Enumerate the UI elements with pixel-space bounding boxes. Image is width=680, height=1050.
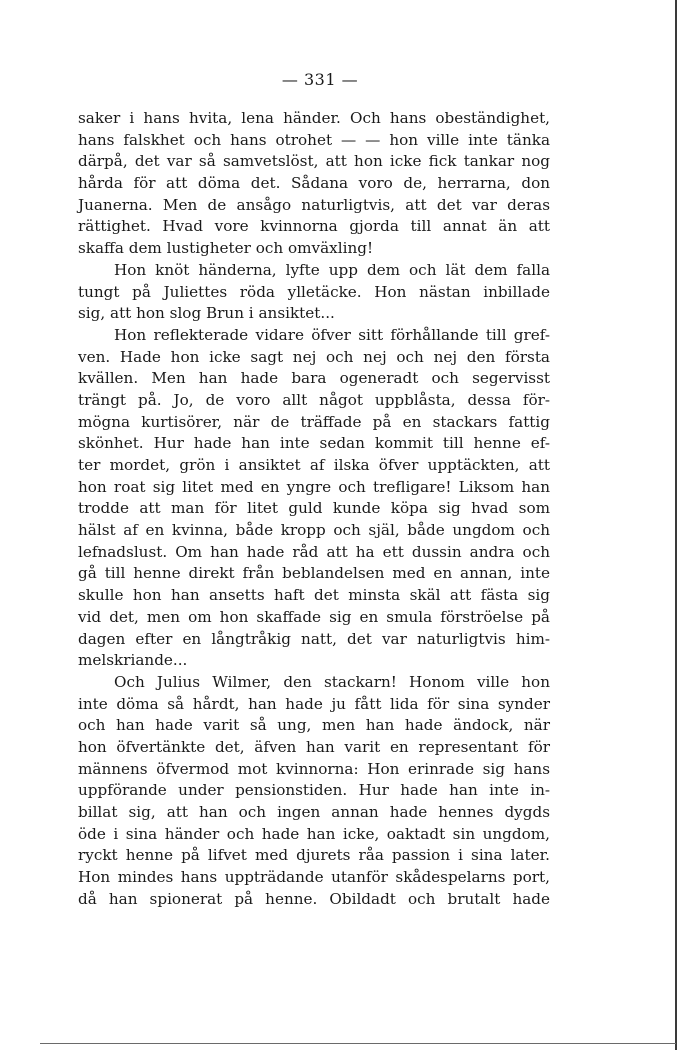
body-text: [78, 108, 550, 910]
text-line: lefnadslust. Om han hade råd att ha ett dussin andra och: [78, 542, 550, 561]
text-line: rättighet. Hvad vore kvinnorna gjorda till annat än att: [78, 217, 550, 236]
text-line: gå till henne direkt från beblandelsen med en annan, inte: [78, 564, 550, 583]
text-line: skulle hon han ansetts haft det minsta skäl att fästa sig: [78, 586, 550, 605]
text-line: Hon mindes hans uppträdande utanför skådespelarns port,: [78, 868, 550, 887]
text-line: sig, att hon slog Brun i ansiktet...: [78, 304, 335, 323]
text-line: öde i sina händer och hade han icke, oaktadt sin ungdom,: [78, 824, 550, 843]
text-line: och han hade varit så ung, men han hade ändock, när: [78, 716, 550, 735]
text-line: ter mordet, grön i ansiktet af ilska öfver upptäckten, att: [78, 456, 550, 474]
text-line: trodde att man för litet guld kunde köpa sig hvad som: [78, 499, 550, 518]
page-edge-bottom: [40, 1043, 676, 1044]
text-line: uppförande under pensionstiden. Hur hade han inte in-: [78, 781, 550, 800]
text-line: hans falskhet och hans otrohet — — hon ville inte tänka: [78, 130, 550, 149]
text-line: hälst af en kvinna, både kropp och själ, både ungdom och: [78, 521, 550, 540]
text-line: hon öfvertänkte det, äfven han varit en representant för: [78, 737, 550, 756]
text-line: vid det, men om hon skaffade sig en smula förströelse på: [78, 607, 550, 626]
text-line: hårda för att döma det. Sådana voro de, herrarna, don: [78, 174, 550, 193]
text-line: saker i hans hvita, lena händer. Och hans obeständighet,: [78, 109, 550, 127]
text-line: Hon reflekterade vidare öfver sitt förhållande till gref-: [114, 325, 550, 344]
text-line: skaffa dem lustigheter och omväxling!: [78, 239, 374, 258]
text-line: melskriande...: [78, 651, 188, 670]
text-line: skönhet. Hur hade han inte sedan kommit till henne ef-: [78, 434, 550, 453]
text-line: billat sig, att han och ingen annan hade hennes dygds: [78, 803, 550, 821]
text-line: Och Julius Wilmer, den stackarn! Honom ville hon: [114, 672, 550, 691]
text-line: Juanerna. Men de ansågo naturligtvis, att det var deras: [78, 195, 550, 214]
text-line: mögna kurtisörer, när de träffade på en stackars fattig: [78, 412, 550, 431]
text-line: då han spionerat på henne. Obildadt och brutalt hade: [78, 889, 550, 908]
text-line: Hon knöt händerna, lyfte upp dem och lät dem falla: [114, 260, 550, 279]
text-line: tungt på Juliettes röda ylletäcke. Hon nästan inbillade: [78, 282, 550, 301]
page-number: — 331 —: [281, 70, 359, 89]
text-line: kvällen. Men han hade bara ogeneradt och segervisst: [78, 369, 550, 388]
text-line: trängt på. Jo, de voro allt något uppblåsta, dessa för-: [78, 390, 550, 409]
text-line: ven. Hade hon icke sagt nej och nej och nej den första: [78, 347, 550, 366]
text-line: inte döma så hårdt, han hade ju fått lida för sina synder: [78, 694, 550, 713]
page-edge-right: [675, 0, 677, 1050]
text-line: därpå, det var så samvetslöst, att hon icke fick tankar nog: [78, 152, 550, 171]
text-line: männens öfvermod mot kvinnorna: Hon erinrade sig hans: [78, 759, 550, 778]
text-line: hon roat sig litet med en yngre och trefligare! Liksom han: [78, 477, 550, 496]
text-line: ryckt henne på lifvet med djurets råa passion i sina later.: [78, 846, 550, 865]
text-line: dagen efter en långtråkig natt, det var naturligtvis him-: [78, 629, 550, 648]
